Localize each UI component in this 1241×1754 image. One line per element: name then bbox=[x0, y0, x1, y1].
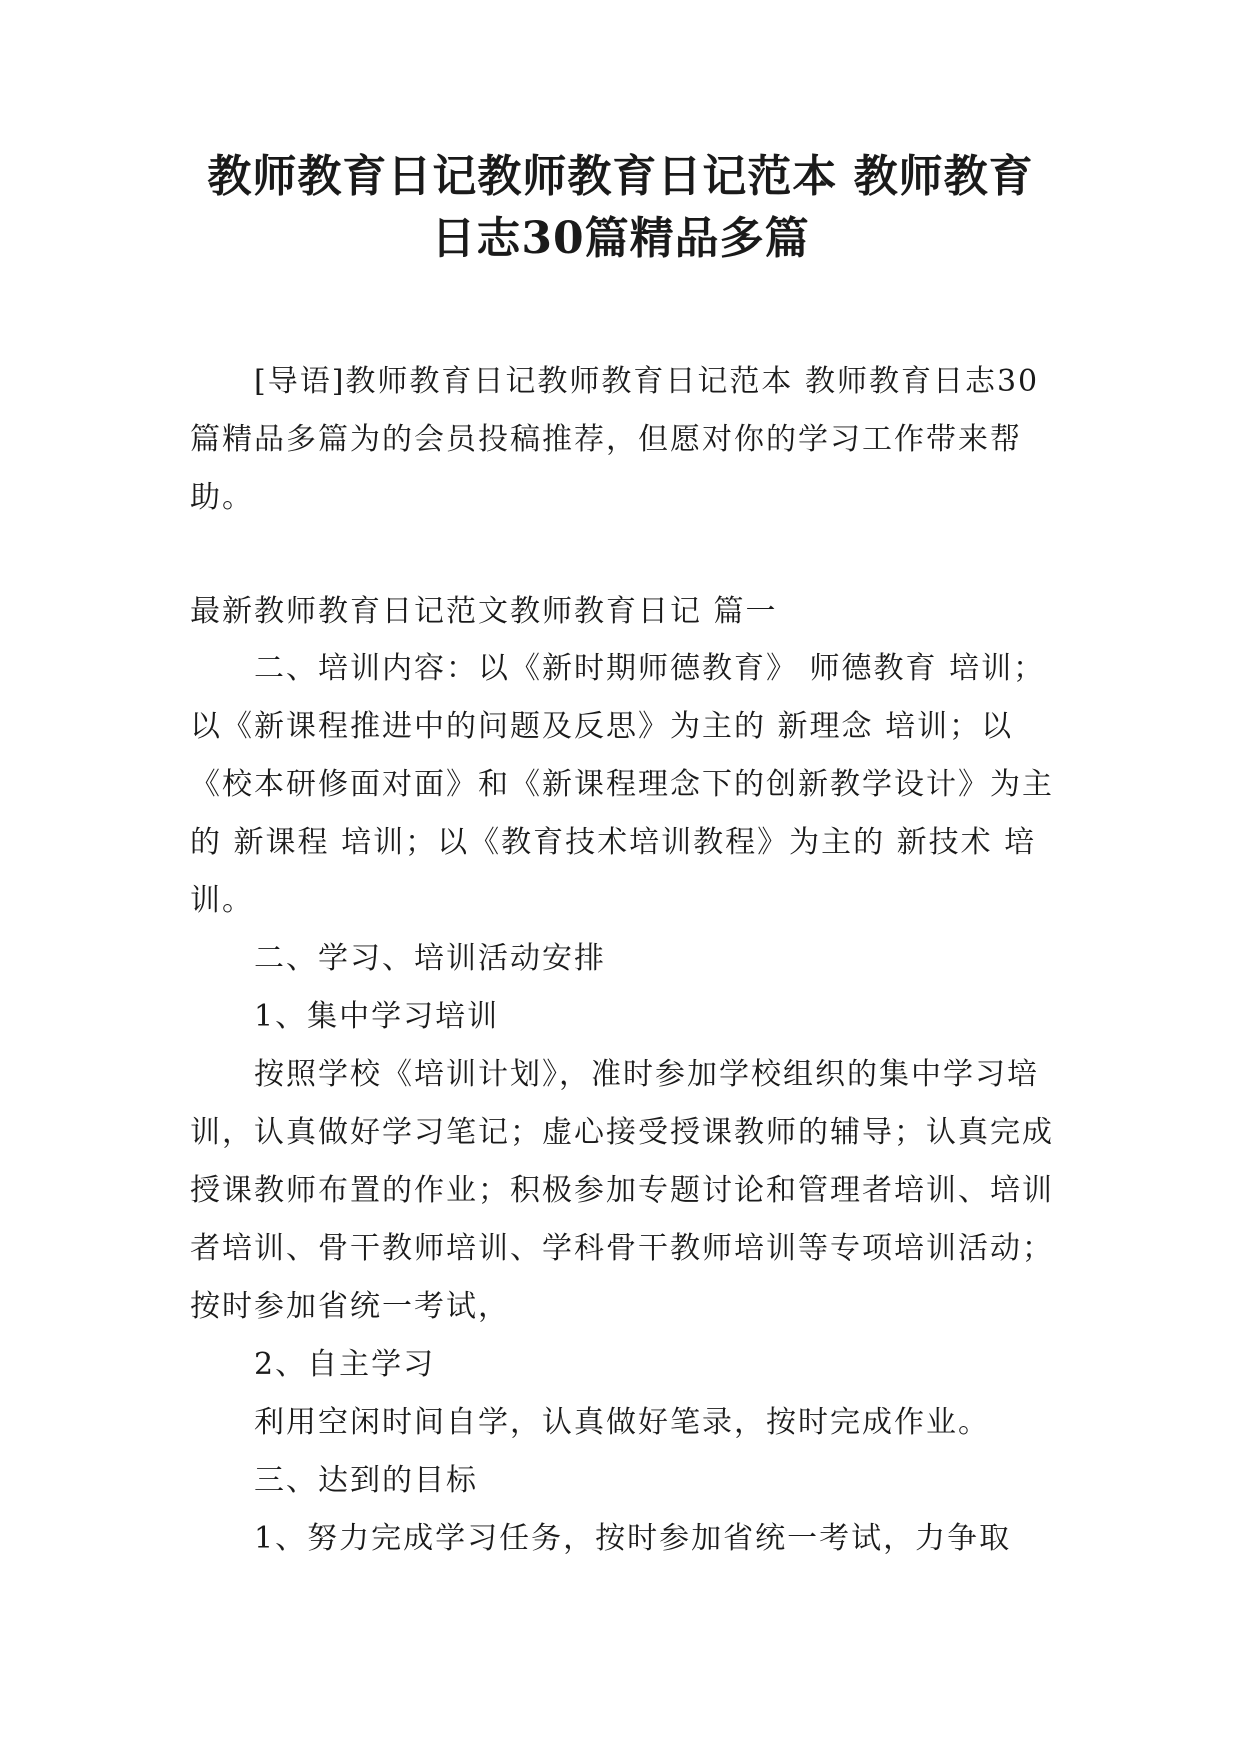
document-title bbox=[150, 146, 1091, 270]
article-body bbox=[190, 640, 1060, 1568]
paragraph-centralized-detail: 按照学校《培训计划》，准时参加学校组织的集中学习培训，认真做好学习笔记；虚心接受授课教师的辅导；认真完成授课教师布置的作业；积极参加专题讨论和管理者培训、培训者培训、骨干教师培训、学科骨干教师培训等专项培训活动；按时参加省统一考试， bbox=[190, 1057, 1054, 1324]
paragraph-training-content: 二、培训内容：以《新时期师德教育》 师德教育 培训；以《新课程推进中的问题及反思》为主的 新理念 培训；以《校本研修面对面》和《新课程理念下的创新教学设计》为主的 新课程 培训；以《教育技术培训教程》为主的 新技术 培训。 bbox=[190, 651, 1054, 918]
paragraph-heading-arrangement: 二、学习、培训活动安排 bbox=[254, 941, 606, 976]
paragraph-self-study-detail: 利用空闲时间自学，认真做好笔录，按时完成作业。 bbox=[254, 1405, 990, 1440]
title-line-1: 教师教育日记教师教育日记范本 教师教育 bbox=[207, 151, 1034, 202]
section-heading: 最新教师教育日记范文教师教育日记 篇一 bbox=[190, 594, 778, 629]
intro-paragraph: [导语]教师教育日记教师教育日记范本 教师教育日志30篇精品多篇为的会员投稿推荐，但愿对你的学习工作带来帮助。 bbox=[190, 364, 1040, 515]
paragraph-goal-1: 1、努力完成学习任务，按时参加省统一考试，力争取 bbox=[254, 1521, 1012, 1556]
paragraph-heading-centralized: 1、集中学习培训 bbox=[254, 999, 500, 1034]
paragraph-heading-self-study: 2、自主学习 bbox=[254, 1347, 436, 1382]
title-line-2: 日志30篇精品多篇 bbox=[431, 213, 810, 264]
paragraph-heading-goals: 三、达到的目标 bbox=[254, 1463, 478, 1498]
